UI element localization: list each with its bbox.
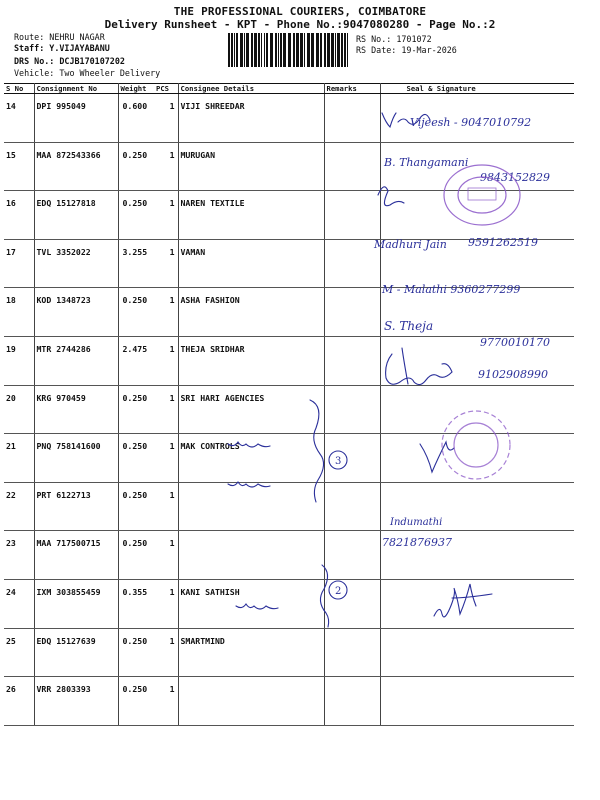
row-remarks <box>324 579 380 628</box>
signature-row-15-name: B. Thangamani <box>384 156 469 169</box>
signature-row-18: M - Malathi 9360277299 <box>382 283 521 296</box>
signature-row-19-phone: 9770010170 <box>480 336 550 349</box>
row-weight: 0.250 <box>118 142 154 191</box>
col-consignment: Consignment No <box>34 84 118 94</box>
row-consignee <box>178 531 324 580</box>
col-remarks: Remarks <box>324 84 380 94</box>
col-consignee: Consignee Details <box>178 84 324 94</box>
row-pcs: 1 <box>154 677 178 726</box>
row-seal <box>380 94 574 143</box>
row-pcs: 1 <box>154 336 178 385</box>
staff-label: Staff: Y.VIJAYABANU <box>14 43 110 53</box>
row-sno: 23 <box>4 531 34 580</box>
row-pcs: 1 <box>154 239 178 288</box>
row-consignee: VIJI SHREEDAR <box>178 94 324 143</box>
circled-count-b: 2 <box>335 586 342 597</box>
runsheet-subtitle: Delivery Runsheet - KPT - Phone No.:9047080280 - Page No.:2 <box>104 18 496 31</box>
table-row <box>4 191 574 240</box>
row-pcs: 1 <box>154 142 178 191</box>
row-sno: 20 <box>4 385 34 434</box>
row-consignee: MURUGAN <box>178 142 324 191</box>
row-sno: 18 <box>4 288 34 337</box>
signature-row-24-phone: 7821876937 <box>382 536 452 549</box>
row-consignment: KOD 1348723 <box>34 288 118 337</box>
row-pcs: 1 <box>154 579 178 628</box>
row-consignee <box>178 482 324 531</box>
row-sno: 21 <box>4 434 34 483</box>
row-consignee: MAK CONTROLS <box>178 434 324 483</box>
row-sno: 24 <box>4 579 34 628</box>
row-pcs: 1 <box>154 191 178 240</box>
signature-row-19-name: S. Theja <box>384 319 434 333</box>
row-consignee: KANI SATHISH <box>178 579 324 628</box>
signature-row-14: Vijeesh - 9047010792 <box>410 116 532 129</box>
row-pcs: 1 <box>154 94 178 143</box>
table-row <box>4 288 574 337</box>
col-pcs: PCS <box>154 84 178 94</box>
row-consignment: PRT 6122713 <box>34 482 118 531</box>
row-seal <box>380 579 574 628</box>
row-consignment: MAA 872543366 <box>34 142 118 191</box>
barcode <box>228 33 352 67</box>
row-consignee: SMARTMIND <box>178 628 324 677</box>
table-row <box>4 94 574 143</box>
table-row <box>4 482 574 531</box>
row-consignment: MTR 2744286 <box>34 336 118 385</box>
row-consignment: VRR 2803393 <box>34 677 118 726</box>
row-weight: 0.250 <box>118 385 154 434</box>
runsheet-title: THE PROFESSIONAL COURIERS, COIMBATORE <box>173 5 427 18</box>
row-seal <box>380 191 574 240</box>
row-remarks <box>324 288 380 337</box>
row-seal <box>380 142 574 191</box>
row-consignment: DPI 995049 <box>34 94 118 143</box>
row-remarks <box>324 482 380 531</box>
row-consignment: MAA 717500715 <box>34 531 118 580</box>
row-sno: 22 <box>4 482 34 531</box>
row-weight: 0.250 <box>118 677 154 726</box>
row-seal <box>380 628 574 677</box>
row-sno: 19 <box>4 336 34 385</box>
row-seal <box>380 677 574 726</box>
signature-row-15-phone: 9843152829 <box>480 171 550 184</box>
row-weight: 0.250 <box>118 482 154 531</box>
row-remarks <box>324 434 380 483</box>
row-consignee: SRI HARI AGENCIES <box>178 385 324 434</box>
row-consignee <box>178 677 324 726</box>
row-sno: 25 <box>4 628 34 677</box>
row-sno: 17 <box>4 239 34 288</box>
table-row <box>4 239 574 288</box>
row-consignment: EDQ 15127639 <box>34 628 118 677</box>
route-label: Route: NEHRU NAGAR <box>14 32 105 42</box>
row-pcs: 1 <box>154 628 178 677</box>
row-remarks <box>324 142 380 191</box>
table-row <box>4 677 574 726</box>
row-remarks <box>324 385 380 434</box>
runsheet-table <box>4 83 574 726</box>
row-consignment: KRG 970459 <box>34 385 118 434</box>
row-remarks <box>324 531 380 580</box>
row-weight: 0.600 <box>118 94 154 143</box>
row-consignee: THEJA SRIDHAR <box>178 336 324 385</box>
signature-row-17-phone: 9591262519 <box>468 236 538 249</box>
row-sno: 26 <box>4 677 34 726</box>
row-weight: 0.250 <box>118 628 154 677</box>
table-row <box>4 579 574 628</box>
table-row <box>4 628 574 677</box>
row-pcs: 1 <box>154 482 178 531</box>
row-remarks <box>324 239 380 288</box>
row-weight: 0.250 <box>118 531 154 580</box>
row-consignee: NAREN TEXTILE <box>178 191 324 240</box>
drs-number: DRS No.: DCJB170107202 <box>14 56 125 66</box>
signature-row-20-phone: 9102908990 <box>478 368 548 381</box>
table-row <box>4 531 574 580</box>
row-consignment: EDQ 15127818 <box>34 191 118 240</box>
rs-number: RS No.: 1701072 <box>356 34 432 44</box>
row-weight: 0.355 <box>118 579 154 628</box>
row-sno: 15 <box>4 142 34 191</box>
row-remarks <box>324 628 380 677</box>
table-row <box>4 385 574 434</box>
row-sno: 14 <box>4 94 34 143</box>
row-seal <box>380 482 574 531</box>
rs-date: RS Date: 19-Mar-2026 <box>356 45 457 55</box>
row-pcs: 1 <box>154 288 178 337</box>
row-pcs: 1 <box>154 385 178 434</box>
row-seal <box>380 434 574 483</box>
row-remarks <box>324 336 380 385</box>
row-weight: 0.250 <box>118 288 154 337</box>
row-remarks <box>324 677 380 726</box>
row-remarks <box>324 191 380 240</box>
row-remarks <box>324 94 380 143</box>
row-pcs: 1 <box>154 531 178 580</box>
vehicle-label: Vehicle: Two Wheeler Delivery <box>14 68 161 78</box>
row-seal <box>380 385 574 434</box>
row-weight: 2.475 <box>118 336 154 385</box>
table-row <box>4 142 574 191</box>
table-row <box>4 434 574 483</box>
circled-count-a: 3 <box>335 456 342 467</box>
row-pcs: 1 <box>154 434 178 483</box>
row-weight: 0.250 <box>118 434 154 483</box>
row-consignment: TVL 3352022 <box>34 239 118 288</box>
row-seal <box>380 531 574 580</box>
row-seal <box>380 288 574 337</box>
row-seal <box>380 336 574 385</box>
row-consignment: PNQ 758141600 <box>34 434 118 483</box>
row-consignee: VAMAN <box>178 239 324 288</box>
col-seal: Seal & Signature <box>380 84 574 94</box>
row-consignment: IXM 303855459 <box>34 579 118 628</box>
col-sno: S No <box>4 84 34 94</box>
row-weight: 0.250 <box>118 191 154 240</box>
table-row <box>4 336 574 385</box>
row-consignee: ASHA FASHION <box>178 288 324 337</box>
signature-row-17-name: Madhuri Jain <box>374 238 447 251</box>
col-weight: Weight <box>118 84 154 94</box>
row-seal <box>380 239 574 288</box>
table-header <box>4 84 574 94</box>
row-weight: 3.255 <box>118 239 154 288</box>
row-sno: 16 <box>4 191 34 240</box>
signature-row-24-name: Indumathi <box>390 517 443 528</box>
